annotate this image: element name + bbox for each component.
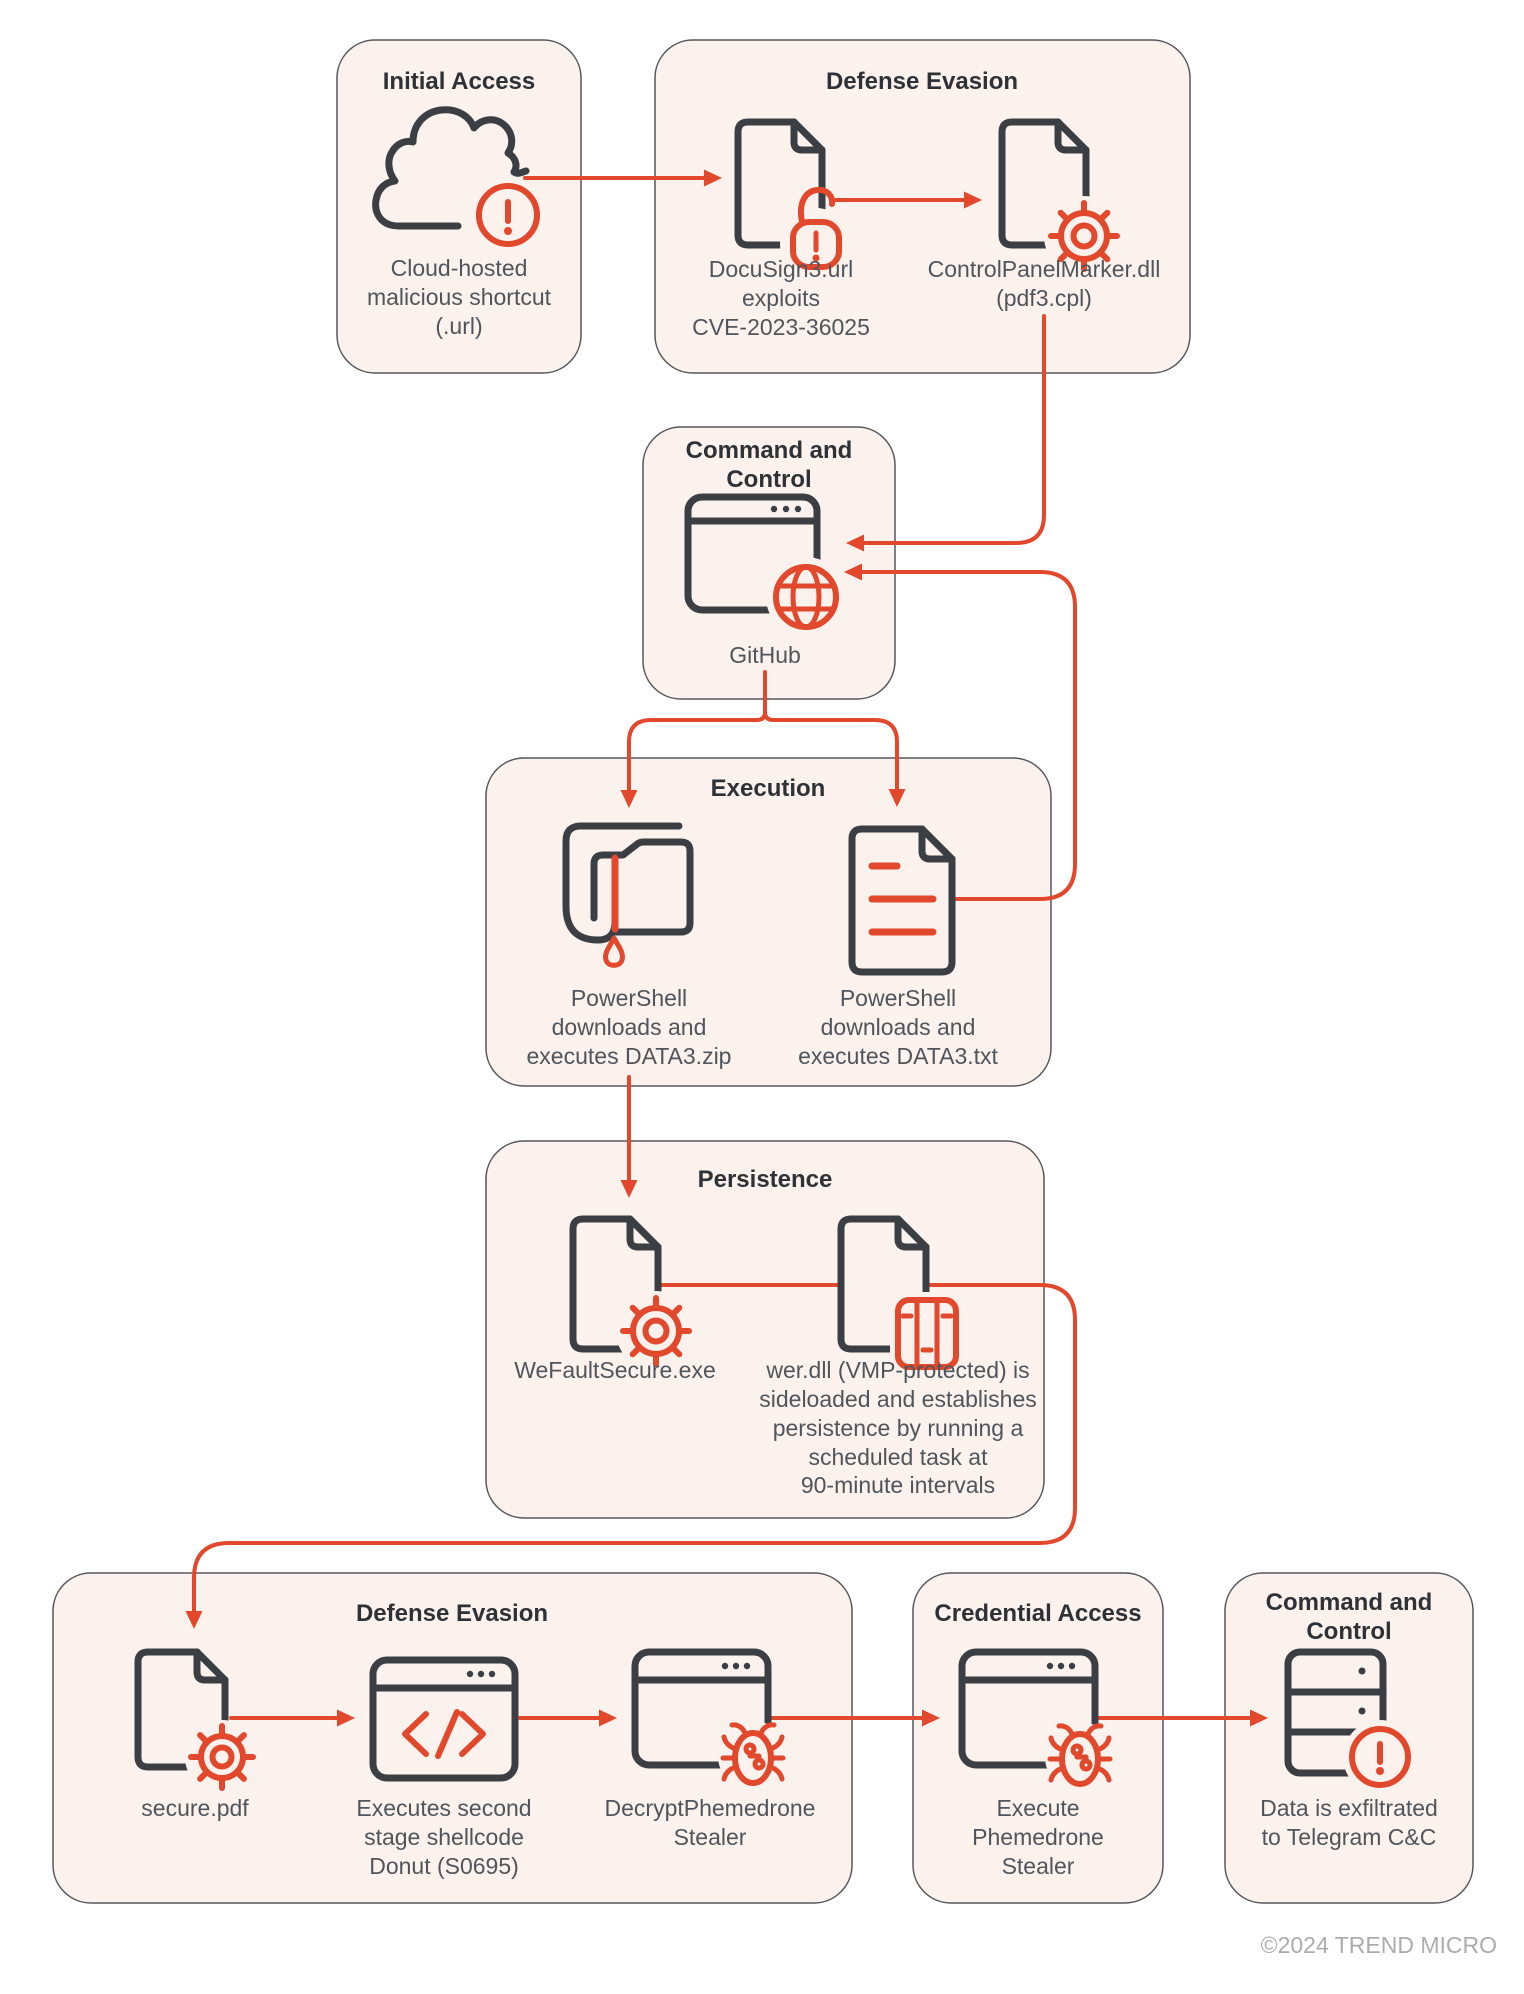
cloud-label-line: malicious shortcut	[366, 284, 552, 310]
data3zip-label-line: downloads and	[551, 1014, 707, 1040]
cloud-label-line: (.url)	[435, 313, 483, 339]
decrypt-label-line: Stealer	[673, 1824, 747, 1850]
persistence-title: Persistence	[697, 1166, 833, 1193]
werdll-label-line: wer.dll (VMP-protected) is	[766, 1357, 1030, 1383]
data3zip-label-line: executes DATA3.zip	[526, 1043, 732, 1069]
execute-label-line: Stealer	[1001, 1853, 1075, 1879]
data3txt-label-line: executes DATA3.txt	[798, 1043, 998, 1069]
decrypt-label-line: DecryptPhemedrone	[604, 1795, 816, 1821]
telegram-label-line: Data is exfiltrated	[1260, 1795, 1438, 1821]
data3txt-label-line: downloads and	[820, 1014, 976, 1040]
telegram-label-line: to Telegram C&C	[1261, 1824, 1437, 1850]
cnc-github-title-line: Command and	[685, 437, 853, 464]
werdll-label-line: persistence by running a	[772, 1415, 1024, 1441]
cnc-telegram-title-line: Control	[1306, 1618, 1392, 1645]
defense-evasion-top-title: Defense Evasion	[825, 68, 1019, 95]
docusign-label-line: DocuSign3.url	[708, 256, 854, 282]
securepdf-label: secure.pdf	[141, 1795, 249, 1821]
execute-label-line: Execute	[996, 1795, 1080, 1821]
werdll-label-line: scheduled task at	[808, 1444, 988, 1470]
data3zip-label-line: PowerShell	[570, 985, 688, 1011]
docusign-label-line: CVE-2023-36025	[692, 314, 870, 340]
browser-code-icon	[373, 1660, 515, 1778]
execute-label-line: Phemedrone	[972, 1824, 1104, 1850]
copyright-text: ©2024 TREND MICRO	[1260, 1932, 1497, 1958]
shellcode-label-line: Executes second	[356, 1795, 532, 1821]
data3txt-label-line: PowerShell	[839, 985, 957, 1011]
defense-evasion-bottom-title: Defense Evasion	[355, 1600, 549, 1627]
wefaultsecure-label: WeFaultSecure.exe	[514, 1357, 716, 1383]
docusign-label-line: exploits	[742, 285, 820, 311]
cloud-label-line: Cloud-hosted	[390, 255, 528, 281]
shellcode-label-line: stage shellcode	[364, 1824, 524, 1850]
werdll-label-line: sideloaded and establishes	[759, 1386, 1037, 1412]
initial-access-title: Initial Access	[382, 68, 536, 95]
shellcode-label-line: Donut (S0695)	[369, 1853, 519, 1879]
controlpanel-label-line: ControlPanelMarker.dll	[927, 256, 1161, 282]
controlpanel-label-line: (pdf3.cpl)	[996, 285, 1092, 311]
cnc-telegram-title-line: Command and	[1265, 1589, 1433, 1616]
document-text-icon	[852, 829, 952, 972]
cnc-github-title-line: Control	[726, 466, 812, 493]
credential-access-title: Credential Access	[934, 1600, 1142, 1627]
werdll-label-line: 90-minute intervals	[800, 1472, 996, 1498]
github-label: GitHub	[729, 642, 801, 668]
execution-title: Execution	[710, 775, 826, 802]
